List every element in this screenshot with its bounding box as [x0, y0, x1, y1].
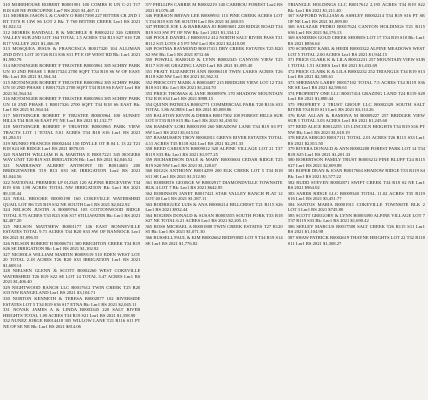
- list-item: 358 REED CAROLYN B0009012 320 ALPINE VILLAGE LOT 21 T37 R119 S33 Bk: Lnr1 RS 2021 $1,977.25: [145, 146, 283, 157]
- list-item: 352 PRESCOTT MARK A B0004487 215 BRIDGER VIEW LOT 12 T34 R18 S31 Bk: Lnr1 RS 2021 $1,244.70: [145, 79, 283, 91]
- column-2: [145, 2, 282, 400]
- list-item: 315 MOTSINGER ROBERT F TRUSTEE B0003962 385 SCHRY PARK UN 10 2ND PHASE 1 B0017325 2700 SQFT T34 R18 S6 EAST Lnr1 RS 2021 $1,564.34: [3, 79, 141, 96]
- list-item: 371 PRICE CLARK K & LILA B0012231 257 MOUNTAIN VIEW SUB 1 TOTAL 1.51 ACRES Lnr1 RS 2021 $1,433.69: [287, 57, 425, 69]
- list-item: 356 RAMSEY LORI B0003190 260 MEADOW LANE T34 R19 S3 PT SW Lnr1 RS 2021 $1,615.04: [145, 124, 283, 135]
- list-item: 350 POWELL HAROLD & LYNN B0002345 CANYON VIEW T25 R117 S19 SE GRAZING LAND Lnr1 RS 2021 $1,095.40: [145, 57, 283, 69]
- list-item: 318 MOTSINGER ROBERT F TRUSTEE B0003965 PARK VIEW TRACTS LOT 1 TOTAL 5.01 ACRES T34 R18 S16 Lnr1 RS 2021 $1,284.51: [3, 124, 141, 141]
- list-item: 379 RIVERA DONALD & ANN B0002208 FOREST PARK LOT 14 T34 R18 S25 Lnr1 RS 2021 $1,201.33: [287, 146, 425, 157]
- list-item: 359 RICHARDSON DALE & MARY B0003604 CEDAR RIDGE T25 R19 S20 NW Lnr1 RS 2021 $1,128.67: [145, 157, 283, 168]
- list-item: 313 MOSQUEA JESUS & FRANCESCA B0017320 104 ALLIMAN 2ND DIV1 LOT 10 T26 R13 S36 S11 PT E OF WEST RD Bk: Lnr1 2021 $1,990.79: [3, 46, 141, 63]
- list-item: 326 NELSON ROBERT H B0006731 300 BRIGHTON CREEK T34 R19 S26 SE IRRIGATION Bk: Lnr1 RS 2021 $1,102.82: [3, 240, 141, 252]
- list-item: 324 NELSON JUSTIN A B0009764 105 COTTONWOOD RIDGE TOTAL 8.75 ACRES T33 R23 S36 S17 STILLWATER Bk: Lnr1 RS 2021 $2,487.20: [3, 207, 141, 224]
- list-item: 378 REZA SERGIO B0017111 TOTAL 2.01 ACRES T26 R115 S33 Lnr1 RS 2021 $2,811.50: [287, 135, 425, 146]
- list-item: 387 SHAW PATRICK B0002619 THAYNE HEIGHTS LOT 22 T32 R118 S11 Lnr1 RS 2021 $1,308.27: [287, 234, 425, 246]
- list-item: 355 RALSTON KEVIN & DEBRA B0017302 108 FOREST HILLS SUB LOT 8 T33 R19 S15 Bk: Lnr1 RS 2021 $1,430.92: [145, 112, 283, 124]
- list-item: 331 NOVAK JAMES A & LINDA B0003345 220 SALT RIVER HEIGHTS TOTAL 1.00 ACRES T34 R19 S21 Lnr1 RS 2021 $1,358.90: [3, 307, 141, 318]
- list-item: 382 RUDD STEVEN B0002871 SWIFT CREEK T34 R18 S2 NE Lnr1 RS 2021 $964.02: [287, 179, 425, 191]
- list-item: 372 PRICE CLARK K & LILA B0002232 252 TRIANGLE T34 R19 S13 Lnr1 RS 2021 $2,508.61: [287, 68, 425, 80]
- list-item: 353 PRICE THOMAS & JANE B0009976 170 SHADOW MOUNTAIN T32 R18 S34 Lnr1 RS 2021 $988.15: [145, 90, 283, 102]
- list-item: 374 PROPERTY ONE LLC B0017414 GRAZING LAND T24 R119 S28 Lnr1 RS 2021 $1,880.44: [287, 90, 425, 102]
- list-item: 329 NIGHTWOOD RANCH LLC B0017612 TWIN CREEK T25 R20 S33 NW RANGELAND Lnr1 RS 2021 $3,104.71: [3, 284, 141, 296]
- list-item: 314 MOTSINGER ROBERT F TRUSTEE B0003961 385 SCHRY PARK UN 10 2ND PHASE 1 B0017324 2700 SQFT T34 R18 S6 W OF EAST Bk: Lnr1 RS 2021 $1,564.34: [3, 63, 141, 80]
- list-item: 377 REID ALICE B0012255 115 LINCOLN HEIGHTS T34 R19 S16 PT NW Bk: Lnr1 RS 2021 $1,618.19: [287, 124, 425, 135]
- list-item: 369 SANDERS GOLD CREEK SHORES LOT 17 T34 R19 S18 Bk: Lnr1 RS 2021 $856.64: [287, 35, 425, 46]
- list-item: 354 QUINN PATRICIA B0002771 COMMERCIAL PARK T20 R116 S33 TOTAL 1.86 ACRES Lnr1 RS 2021 $5,008.86: [145, 101, 283, 113]
- list-item: 360 RIGGS ANTHONY B0014299 200 ELK CREEK LOT 5 T34 R18 S11 SE Lnr1 RS 2021 $1,512.90: [145, 168, 283, 179]
- list-item: 363 RODRIGUEZ LUIS & ANA B0006214 HILLCREST T21 R115 S26 Lnr1 RS 2021 $932.44: [145, 201, 283, 213]
- list-item: 383 SABER RIDGE LLC B0009340 TOTAL 11.02 ACRES T35 R119 S16 Lnr1 RS 2021 $3,451.77: [287, 190, 425, 202]
- list-item: 330 NORTON KENNETH & TERESA B0002877 102 RIVERSIDE ESTATES LOT 5 T34 R19 S36 S17 ETNA Bk: Lnr1 RS 2021 $2,045.11: [3, 295, 141, 307]
- list-item: TRIANGLE HOLDINGS LLC B0017612 2,195 ACRES T34 R19 S22 Bk: Lnr1 RS 2021 $1,211.40: [287, 2, 425, 13]
- list-item: 328 NIELSEN GLENN & SCOTT B0002260 WEST COKEVILLE WATERSHED T26 R19 S22 SE LOT 14 TOTAL 3.47 ACRES Lnr1 RS 2021 $1,406.40: [3, 268, 141, 285]
- list-item: 381 ROPER DEAN & JOAN B0017604 SHADOW RIDGE T33 R119 S4 Bk: Lnr1 RS 2021 $1,577.22: [287, 168, 425, 179]
- list-item: 362 ROBINSON JANET B0017421 STAR VALLEY RANCH PLAT 12 LOT 40 Lnr1 RS 2021 $1,387.11: [145, 190, 283, 202]
- list-item: 361 ROBERTS GEORGE W B0002917 DIAMONDVILLE TOWNSITE BLK 4 LOT 7 Bk: Lnr1 RS 2021 $642.85: [145, 179, 283, 191]
- column-1: [3, 2, 140, 400]
- list-item: 348 POOLE DANIEL J B0001912 412 NORTH SALT RIVER PASS T31 R112 S15 LOTS 4 5 PT NW Lnr1 RS 2021 $2,410.08: [145, 35, 283, 46]
- list-item: 384 SANTOS MARIA B0001911 COKEVILLE TOWNSITE BLK 2 LOT 3 Lnr1 RS 2021 $745.80: [287, 201, 425, 213]
- list-item: 316 MOTSINGER ROBERT F TRUSTEE B0003963 385 SCHRY PARK UN 10 2ND PHASE 1 B0017326 2700 SQFT T34 R18 S6 EAST Bk: Lnr1 RS 2021 $1,564.34: [3, 96, 141, 113]
- list-item: 319 MUNRO FRANCES B0002444 150 IDYLLE OT B 04 L 13 22 T21 R18 S24 SE RIDGE Lnr1 RS 2021 $870.03: [3, 140, 141, 152]
- list-item: 3?? PHILLIPS CARRIE M B0002219 140 CARIBOU FOREST Lnr2 RS 2021 $1,076.48: [145, 2, 283, 13]
- list-item: 320 NAMITH WILLIAM B & MARTHA E B0017221 345 ROGERS WAY UNIT T20 R19 S33 IRRIGATION Bk: Lnr1 RS 2021 $2,046.52: [3, 151, 141, 163]
- list-item: 317 MOTSINGER ROBERT F TRUSTEE B0003964 100 SUNSET HILLS T34 R18 S6 EAST PT NE Lnr1 RS 2021 $1,132.77: [3, 112, 141, 124]
- list-item: 386 SEELEY MARCUS B0017508 SALT CREEK T26 R115 S11 Lnr1 RS 2021 $1,104.98: [287, 223, 425, 235]
- list-item: 323 NEAL BROOKE B0005198 160 COKEVILLE WATERSHED QUAIL LOT B6 T25 R19 S32 NE SOUTH Lnr1 RS 2021 $2,042.92: [3, 196, 141, 207]
- list-item: 370 SCHMIDT KARL & HEIDI B0003322 ALPINE MEADOWS WEST LOT 5 TOTAL 2.00 ACRES Lnr1 RS 2021 $1,944.15: [287, 46, 425, 57]
- list-item: 325 NELSON MATTHEW B0001177 146 EAST BONNEVILLE ESTATES TOTAL 9.71 ACRES T34 R20 S33 SW OF BANNOCK Lnr1 RS 2021 $1,896.55: [3, 223, 141, 240]
- list-item: 322 NATIONAL PREMIER LP 012345 120 ALPINE RIDGEVIEW T34 R19 S36 1.98 ACRES TOTAL NW IRRIGATION Bk: Lnr1 RS 2021 $9,118.44: [3, 179, 141, 196]
- list-item: 365 ROSS MICHAEL A B0001808 TWIN CREEK ESTATES T27 R120 S5 Bk: Lnr1 RS 2021 $1,071.30: [145, 223, 283, 235]
- list-item: 380 ROBERTSON FAMILY TRUST B0003212 PINE BLUFF T24 R115 S27 Lnr1 RS 2021 $2,009.88: [287, 157, 425, 168]
- list-item: 310 MOREHOUSE ROBERT B0001901 100 COMBS R UN C-21 T17 R18 S28 NE PORCUPINE Lnr7 RS 2021 $1,467.11: [3, 2, 141, 13]
- list-item: 375 PROPERTY 2 TRUST GROUP LLC B0002329 SOUTH SALT RIVER T34 R19 S13 Lnr1 RS 2021 $3,114.26: [287, 101, 425, 113]
- list-item: 376 RAE ALLAN & RAMONA M B0009227 257 BRIDGER VIEW SUB 1 TOTAL 3.03 ACRES Lnr1 RS 2021 $1,245.60: [287, 112, 425, 124]
- column-3: [288, 2, 425, 400]
- list-item: 311 MORRIS JASON L & CASEY O B0017398 227 BITTER CR 2ND 1 BT T37S R 13W S6 LOT 2 Bk: T 7S0 BITTER CREEK Lnr1 RS 2021 $1,022.12: [3, 13, 141, 30]
- list-item: 364 ROGERS DONALD & SUSAN B0003555 SOUTH FORK T33 R18 S27 NE TOTAL 6.21 ACRES Lnr1 RS 2021 $2,205.15: [145, 212, 283, 224]
- list-item: 373 SHERMAN LARRY B0017102 TOTAL 7.5 ACRES T34 R119 S36 NE SE Lnr1 RS 2021 $2,590.61: [287, 79, 425, 91]
- list-item: 367 SAFFORD WILLIAM & ASHLEY B0002214 T34 R19 S16 PT SE OF NE Lnr1 RS 2021 $1,009.00: [287, 13, 425, 24]
- list-item: 368 SALAZAR PEDRO B0017624 CANYON HOLDINGS T21 R115 S36 Lnr1 RS 2021 $4,176.13: [287, 24, 425, 35]
- list-item: 312 MORRIS RANDALL B & MICHELE R B0002212 326 GREEN VALLEY SUB 2ND LOT 164 TOTAL 1.5 ACRES T34 R13 S27 S16 T28 R17 VALLEY 2021 $1,466.39: [3, 29, 141, 46]
- list-item: 327 NICHOLS WILLIAM MARTIN B0009119 510 EDEN WEST LOT 20 TOTAL 2.18 ACRES T26 R20 S33 IRRIGATION Lnr1 RS 2021 $1,608.14: [3, 251, 141, 268]
- list-item: 347 PIERCE JOE L & BARBARA JO B0003601 228 RIDGE ROAD T34 R19 S13 SW PT OF NW Bk: Lnr1 2021 $1,334.12: [145, 24, 283, 35]
- list-item: 349 POSTMA RAYMOND B0017411 DRY CREEK ESTATES T25 R20 S2 SW Bk: Lnr1 RS 2021 $712.66: [145, 46, 283, 57]
- list-item: 366 RUSSELL PAUL & KIM B0002662 BEDFORD LOT 9 T34 R19 S14 SE Lnr1 RS 2021 $1,776.82: [145, 234, 283, 246]
- list-item: 346 PIERSON BRYAN LEE B0009931 115 PINE CREEK ACRES LOT 3 T34 R19 S35 NE SOUTH Lnr1 RS 2021 $1,688.55: [145, 13, 283, 24]
- list-item: 385 SCOTT GREGORY & LYNN B0003390 ALPINE VILLAGE LOT 7 T37 R119 S33 Bk: Lnr1 RS 2021 $1,690.42: [287, 212, 425, 224]
- list-item: 321 NARRAWAY ALBERT ANTHONY III B0014603 200 BRIDGEWATER T19 R13 S33 SE IRRIGATION Lnr2 RS 2021 $1,044.56: [3, 162, 141, 179]
- list-item: 357 RASMUSSEN TROY B0002811 GREYS RIVER ESTATES TOTAL 4.11 ACRES T35 R118 S24 Lnr1 RS 2021 $2,291.33: [145, 135, 283, 146]
- list-item: 332 NUNEZ JORGE B0014418 305 WILLOW LANE T21 R116 S11 PT NE OF SE NE Bk: Lnr1 RS 2021 $814.06: [3, 318, 141, 329]
- list-item: 351 PRATT ELIZABETH ANN B0006118 TWIN LAKES ACRES T26 R118 S20 NW Lnr1 RS 2021 $1,562.31: [145, 68, 283, 80]
